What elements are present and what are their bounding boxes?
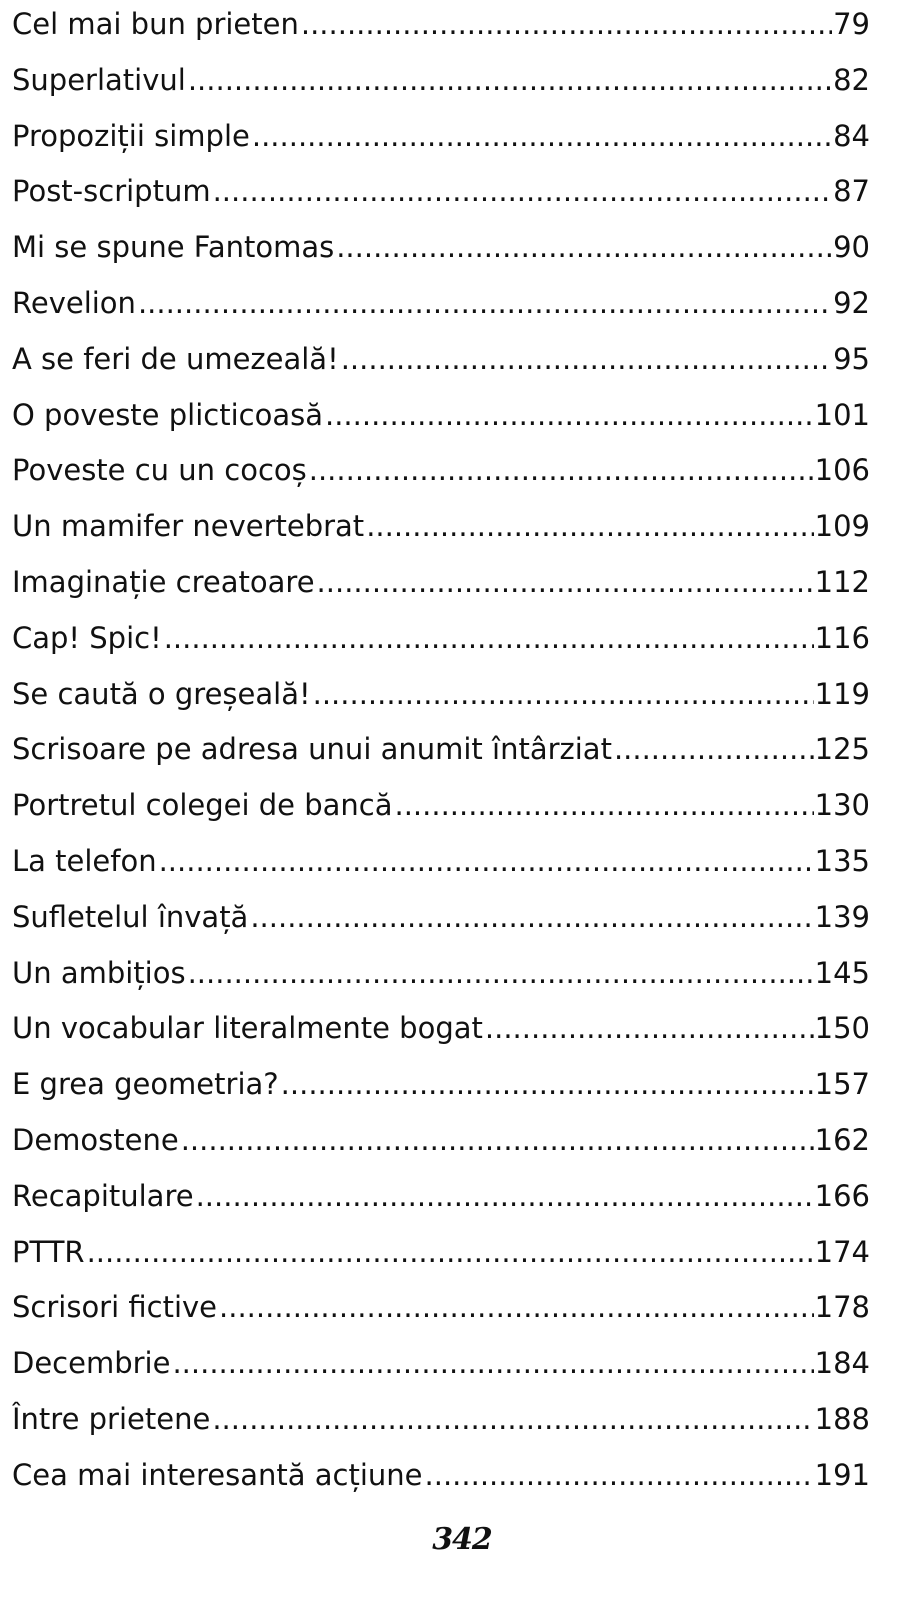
toc-entry-page: 119 bbox=[814, 676, 870, 711]
toc-entry-page: 125 bbox=[814, 732, 870, 767]
toc-entry bbox=[12, 781, 870, 837]
toc-entry-title: Un mamifer nevertebrat bbox=[12, 509, 365, 544]
toc-entry bbox=[12, 837, 870, 893]
toc-dot-leader bbox=[172, 1339, 813, 1387]
toc-entry-title: Post-scriptum bbox=[12, 174, 211, 209]
toc-dot-leader bbox=[252, 112, 832, 160]
toc-dot-leader bbox=[341, 335, 832, 383]
toc-dot-leader bbox=[301, 0, 832, 48]
toc-entry-title: E grea geometria? bbox=[12, 1067, 279, 1102]
toc-entry-title: Sufletelul învață bbox=[12, 899, 249, 934]
toc-entry-page: 157 bbox=[814, 1067, 870, 1102]
toc-entry bbox=[12, 1116, 870, 1172]
toc-entry bbox=[12, 1451, 870, 1507]
toc-entry-title: Portretul colegei de bancă bbox=[12, 788, 393, 823]
toc-entry-title: Se caută o greșeală! bbox=[12, 676, 311, 711]
toc-dot-leader bbox=[219, 1283, 814, 1331]
toc-entry bbox=[12, 949, 870, 1005]
toc-entry-title: Cap! Spic! bbox=[12, 620, 162, 655]
toc-dot-leader bbox=[212, 1395, 813, 1443]
toc-entry-page: 184 bbox=[814, 1346, 870, 1381]
toc-entry-page: 116 bbox=[814, 620, 870, 655]
toc-entry-page: 166 bbox=[814, 1178, 870, 1213]
toc-entry-title: Decembrie bbox=[12, 1346, 171, 1381]
toc-entry-page: 130 bbox=[814, 788, 870, 823]
toc-entry-page: 145 bbox=[814, 955, 870, 990]
toc-entry-page: 109 bbox=[814, 509, 870, 544]
toc-dot-leader bbox=[366, 502, 813, 550]
toc-entry bbox=[12, 1172, 870, 1228]
toc-dot-leader bbox=[188, 949, 814, 997]
toc-entry-page: 79 bbox=[833, 7, 870, 41]
toc-entry bbox=[12, 446, 870, 502]
toc-dot-leader bbox=[213, 167, 833, 215]
toc-entry bbox=[12, 558, 870, 614]
toc-dot-leader bbox=[614, 725, 814, 773]
toc-entry-page: 112 bbox=[814, 564, 870, 599]
toc-entry bbox=[12, 335, 870, 391]
toc-entry-page: 92 bbox=[833, 285, 870, 320]
toc-dot-leader bbox=[250, 893, 813, 941]
toc-entry-title: Între prietene bbox=[12, 1401, 211, 1436]
toc-dot-leader bbox=[196, 1172, 814, 1220]
toc-entry-page: 101 bbox=[814, 397, 870, 432]
toc-dot-leader bbox=[485, 1004, 814, 1052]
toc-entry bbox=[12, 1060, 870, 1116]
toc-entry-title: La telefon bbox=[12, 843, 157, 878]
toc-entry-title: O poveste plicticoasă bbox=[12, 397, 323, 432]
toc-entry-title: A se feri de umezeală! bbox=[12, 341, 339, 376]
toc-entry-title: Imaginație creatoare bbox=[12, 564, 315, 599]
toc-entry bbox=[12, 502, 870, 558]
toc-entry-title: Un vocabular literalmente bogat bbox=[12, 1011, 483, 1046]
toc-entry-page: 95 bbox=[833, 341, 870, 376]
toc-dot-leader bbox=[325, 391, 814, 439]
toc-entry-page: 174 bbox=[814, 1234, 870, 1269]
toc-entry bbox=[12, 1339, 870, 1395]
toc-dot-leader bbox=[159, 837, 814, 885]
toc-dot-leader bbox=[317, 558, 814, 606]
toc-entry-page: 150 bbox=[814, 1011, 870, 1046]
toc-entry-title: Un ambițios bbox=[12, 955, 186, 990]
toc-entry-page: 84 bbox=[833, 118, 870, 153]
toc-entry-title: Demostene bbox=[12, 1122, 179, 1157]
toc-entry-page: 139 bbox=[814, 899, 870, 934]
toc-entry-page: 188 bbox=[814, 1401, 870, 1436]
toc-dot-leader bbox=[395, 781, 814, 829]
toc-entry bbox=[12, 1395, 870, 1451]
toc-entry bbox=[12, 1228, 870, 1284]
toc-dot-leader bbox=[309, 446, 814, 494]
toc-entry-page: 191 bbox=[814, 1457, 870, 1492]
toc-dot-leader bbox=[313, 670, 814, 718]
toc-entry-page: 82 bbox=[833, 62, 870, 97]
toc-entry bbox=[12, 614, 870, 670]
toc-entry bbox=[12, 0, 870, 56]
toc-entry-page: 87 bbox=[833, 174, 870, 209]
toc-entry-page: 178 bbox=[814, 1290, 870, 1325]
toc-entry bbox=[12, 670, 870, 726]
toc-dot-leader bbox=[336, 223, 832, 271]
toc-dot-leader bbox=[138, 279, 832, 327]
toc-entry bbox=[12, 279, 870, 335]
toc-dot-leader bbox=[164, 614, 814, 662]
toc-entry-page: 106 bbox=[814, 453, 870, 488]
toc-entry bbox=[12, 391, 870, 447]
toc-entry-title: Poveste cu un cocoș bbox=[12, 453, 307, 488]
toc-dot-leader bbox=[181, 1116, 814, 1164]
toc-entry-title: PTTR bbox=[12, 1234, 85, 1269]
toc-entry-title: Revelion bbox=[12, 285, 136, 320]
toc-entry bbox=[12, 223, 870, 279]
toc-entry-title: Mi se spune Fantomas bbox=[12, 230, 335, 265]
toc-entry bbox=[12, 1004, 870, 1060]
toc-entry-page: 162 bbox=[814, 1122, 870, 1157]
toc-entry-page: 135 bbox=[814, 843, 870, 878]
toc-entry-title: Recapitulare bbox=[12, 1178, 194, 1213]
toc-entry bbox=[12, 1283, 870, 1339]
toc-entry-title: Propoziții simple bbox=[12, 118, 250, 153]
toc-dot-leader bbox=[188, 56, 832, 104]
toc-entry-page: 90 bbox=[833, 230, 870, 265]
toc-entry-title: Superlativul bbox=[12, 62, 186, 97]
toc-dot-leader bbox=[87, 1228, 814, 1276]
toc-entry-title: Cel mai bun prieten bbox=[12, 7, 299, 41]
toc-dot-leader bbox=[425, 1451, 814, 1499]
page-number: 342 bbox=[432, 1522, 492, 1557]
toc-entry bbox=[12, 167, 870, 223]
toc-entry bbox=[12, 893, 870, 949]
toc-entry bbox=[12, 725, 870, 781]
toc-entry-title: Cea mai interesantă acțiune bbox=[12, 1457, 423, 1492]
table-of-contents bbox=[12, 0, 870, 1507]
toc-entry bbox=[12, 56, 870, 112]
toc-dot-leader bbox=[281, 1060, 814, 1108]
toc-entry bbox=[12, 112, 870, 168]
toc-entry-title: Scrisoare pe adresa unui anumit întârziat bbox=[12, 732, 612, 767]
toc-entry-title: Scrisori fictive bbox=[12, 1290, 218, 1325]
